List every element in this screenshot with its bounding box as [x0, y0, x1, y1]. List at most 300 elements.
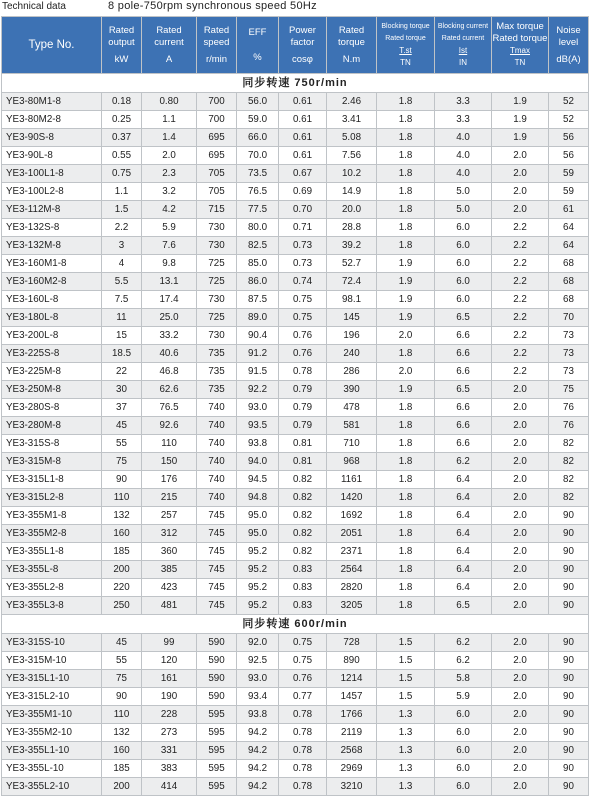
- table-cell: 76: [549, 417, 589, 435]
- table-cell: 1.9: [492, 93, 549, 111]
- table-cell: 160: [102, 525, 142, 543]
- table-cell: 10.2: [327, 165, 377, 183]
- table-cell: 1.8: [377, 165, 435, 183]
- table-cell: 595: [197, 760, 237, 778]
- table-cell: 6.2: [435, 453, 492, 471]
- table-cell: 7.5: [102, 291, 142, 309]
- table-cell: 1766: [327, 706, 377, 724]
- table-cell: 0.70: [279, 201, 327, 219]
- cell-type-no: YE3-355L2-10: [2, 778, 102, 796]
- table-cell: 240: [327, 345, 377, 363]
- table-cell: 700: [197, 111, 237, 129]
- table-cell: 1.5: [377, 652, 435, 670]
- table-cell: 5.5: [102, 273, 142, 291]
- table-cell: 66.0: [237, 129, 279, 147]
- table-cell: 0.61: [279, 111, 327, 129]
- table-cell: 1.8: [377, 237, 435, 255]
- table-cell: 190: [142, 688, 197, 706]
- table-cell: 6.6: [435, 363, 492, 381]
- table-cell: 257: [142, 507, 197, 525]
- table-cell: 5.0: [435, 183, 492, 201]
- table-cell: 2.0: [492, 417, 549, 435]
- table-cell: 90: [549, 670, 589, 688]
- table-cell: 0.80: [142, 93, 197, 111]
- table-cell: 1.8: [377, 399, 435, 417]
- col-noise: Noise level dB(A): [549, 17, 589, 74]
- cell-type-no: YE3-315L2-8: [2, 489, 102, 507]
- table-cell: 725: [197, 255, 237, 273]
- cell-type-no: YE3-355M2-8: [2, 525, 102, 543]
- table-cell: 150: [142, 453, 197, 471]
- table-row: [2, 147, 589, 165]
- col-type: Type No.: [2, 17, 102, 74]
- table-cell: 52: [549, 93, 589, 111]
- table-cell: 52.7: [327, 255, 377, 273]
- table-cell: 705: [197, 183, 237, 201]
- table-cell: 4.0: [435, 147, 492, 165]
- table-cell: 2.2: [492, 237, 549, 255]
- table-cell: 94.8: [237, 489, 279, 507]
- table-cell: 6.5: [435, 309, 492, 327]
- table-cell: 735: [197, 381, 237, 399]
- table-cell: 2.0: [492, 435, 549, 453]
- cell-type-no: YE3-132M-8: [2, 237, 102, 255]
- table-cell: 2.2: [492, 327, 549, 345]
- table-cell: 3: [102, 237, 142, 255]
- table-cell: 3.2: [142, 183, 197, 201]
- table-cell: 2.0: [492, 147, 549, 165]
- table-cell: 745: [197, 543, 237, 561]
- table-cell: 2.0: [492, 561, 549, 579]
- table-cell: 745: [197, 507, 237, 525]
- cell-type-no: YE3-355L-8: [2, 561, 102, 579]
- cell-type-no: YE3-355M2-10: [2, 724, 102, 742]
- table-cell: 0.73: [279, 255, 327, 273]
- table-cell: 0.78: [279, 778, 327, 796]
- col-eff: EFF %: [237, 17, 279, 74]
- table-cell: 710: [327, 435, 377, 453]
- table-cell: 215: [142, 489, 197, 507]
- table-cell: 18.5: [102, 345, 142, 363]
- table-cell: 93.4: [237, 688, 279, 706]
- table-cell: 4.0: [435, 165, 492, 183]
- table-cell: 414: [142, 778, 197, 796]
- table-cell: 90.4: [237, 327, 279, 345]
- table-cell: 94.5: [237, 471, 279, 489]
- table-cell: 61: [549, 201, 589, 219]
- table-cell: 5.0: [435, 201, 492, 219]
- table-cell: 1.5: [377, 634, 435, 652]
- table-cell: 4.0: [435, 129, 492, 147]
- table-cell: 1.8: [377, 597, 435, 615]
- table-row: [2, 183, 589, 201]
- table-cell: 735: [197, 345, 237, 363]
- cell-type-no: YE3-100L2-8: [2, 183, 102, 201]
- table-cell: 730: [197, 291, 237, 309]
- table-cell: 161: [142, 670, 197, 688]
- table-cell: 1.8: [377, 579, 435, 597]
- table-cell: 1.8: [377, 93, 435, 111]
- table-cell: 132: [102, 724, 142, 742]
- table-cell: 90: [549, 525, 589, 543]
- table-cell: 0.77: [279, 688, 327, 706]
- table-cell: 73: [549, 363, 589, 381]
- cell-type-no: YE3-355L3-8: [2, 597, 102, 615]
- table-cell: 2.2: [492, 363, 549, 381]
- table-cell: 55: [102, 652, 142, 670]
- table-body: [2, 74, 589, 796]
- table-cell: 59: [549, 165, 589, 183]
- table-cell: 20.0: [327, 201, 377, 219]
- table-cell: 0.78: [279, 724, 327, 742]
- table-cell: 196: [327, 327, 377, 345]
- table-cell: 0.79: [279, 417, 327, 435]
- table-cell: 2.46: [327, 93, 377, 111]
- cell-type-no: YE3-315L2-10: [2, 688, 102, 706]
- table-cell: 2.0: [377, 363, 435, 381]
- table-cell: 46.8: [142, 363, 197, 381]
- table-cell: 110: [102, 489, 142, 507]
- table-cell: 385: [142, 561, 197, 579]
- cell-type-no: YE3-280S-8: [2, 399, 102, 417]
- table-cell: 0.83: [279, 579, 327, 597]
- table-row: [2, 597, 589, 615]
- table-cell: 0.83: [279, 597, 327, 615]
- table-cell: 0.61: [279, 129, 327, 147]
- table-cell: 93.8: [237, 435, 279, 453]
- table-cell: 6.0: [435, 273, 492, 291]
- table-cell: 2.2: [492, 309, 549, 327]
- table-cell: 94.2: [237, 742, 279, 760]
- table-cell: 1420: [327, 489, 377, 507]
- table-cell: 0.78: [279, 706, 327, 724]
- table-cell: 95.2: [237, 579, 279, 597]
- table-cell: 64: [549, 237, 589, 255]
- table-cell: 1.8: [377, 147, 435, 165]
- cell-type-no: YE3-315S-8: [2, 435, 102, 453]
- table-cell: 72.4: [327, 273, 377, 291]
- table-cell: 1.8: [377, 111, 435, 129]
- table-cell: 3.3: [435, 111, 492, 129]
- table-cell: 7.56: [327, 147, 377, 165]
- table-cell: 6.4: [435, 525, 492, 543]
- table-cell: 76.5: [237, 183, 279, 201]
- table-cell: 6.6: [435, 399, 492, 417]
- table-cell: 1.1: [142, 111, 197, 129]
- table-cell: 76: [549, 399, 589, 417]
- table-cell: 725: [197, 273, 237, 291]
- cell-type-no: YE3-112M-8: [2, 201, 102, 219]
- table-cell: 2.0: [492, 760, 549, 778]
- table-cell: 0.78: [279, 742, 327, 760]
- table-row: [2, 201, 589, 219]
- table-cell: 745: [197, 579, 237, 597]
- table-cell: 90: [549, 778, 589, 796]
- section-header-row: [2, 74, 589, 93]
- table-cell: 0.79: [279, 381, 327, 399]
- table-cell: 185: [102, 543, 142, 561]
- table-row: [2, 219, 589, 237]
- cell-type-no: YE3-80M2-8: [2, 111, 102, 129]
- table-cell: 590: [197, 688, 237, 706]
- table-cell: 73: [549, 327, 589, 345]
- table-cell: 5.9: [435, 688, 492, 706]
- table-cell: 360: [142, 543, 197, 561]
- col-max-torque: Max torque Rated torque Tmax TN: [492, 17, 549, 74]
- table-cell: 1.9: [492, 111, 549, 129]
- table-cell: 715: [197, 201, 237, 219]
- table-cell: 90: [549, 561, 589, 579]
- table-cell: 6.4: [435, 543, 492, 561]
- table-cell: 92.5: [237, 652, 279, 670]
- table-cell: 6.0: [435, 760, 492, 778]
- table-cell: 1.9: [492, 129, 549, 147]
- table-row: [2, 327, 589, 345]
- table-cell: 0.76: [279, 345, 327, 363]
- table-row: [2, 111, 589, 129]
- table-cell: 383: [142, 760, 197, 778]
- table-cell: 286: [327, 363, 377, 381]
- col-blocking-current: Blocking current Rated current Ist IN: [435, 17, 492, 74]
- table-cell: 4: [102, 255, 142, 273]
- table-cell: 93.8: [237, 706, 279, 724]
- table-cell: 1457: [327, 688, 377, 706]
- cell-type-no: YE3-355L-10: [2, 760, 102, 778]
- table-header: [2, 17, 589, 74]
- table-cell: 6.6: [435, 327, 492, 345]
- table-cell: 745: [197, 597, 237, 615]
- section-title: 同步转速 600r/min: [242, 617, 348, 630]
- table-cell: 2.2: [102, 219, 142, 237]
- cell-type-no: YE3-355L2-8: [2, 579, 102, 597]
- table-cell: 55: [102, 435, 142, 453]
- cell-type-no: YE3-160L-8: [2, 291, 102, 309]
- table-cell: 6.0: [435, 291, 492, 309]
- table-cell: 75: [102, 453, 142, 471]
- table-cell: 2371: [327, 543, 377, 561]
- table-cell: 273: [142, 724, 197, 742]
- cell-type-no: YE3-225S-8: [2, 345, 102, 363]
- table-cell: 725: [197, 309, 237, 327]
- table-cell: 1.1: [102, 183, 142, 201]
- table-cell: 1.3: [377, 724, 435, 742]
- table-cell: 6.4: [435, 489, 492, 507]
- table-cell: 0.69: [279, 183, 327, 201]
- table-cell: 59.0: [237, 111, 279, 129]
- table-cell: 37: [102, 399, 142, 417]
- table-cell: 5.8: [435, 670, 492, 688]
- cell-type-no: YE3-200L-8: [2, 327, 102, 345]
- table-cell: 0.82: [279, 507, 327, 525]
- table-cell: 590: [197, 634, 237, 652]
- table-cell: 6.5: [435, 381, 492, 399]
- table-cell: 6.6: [435, 417, 492, 435]
- table-cell: 730: [197, 219, 237, 237]
- cell-type-no: YE3-315M-10: [2, 652, 102, 670]
- table-row: [2, 634, 589, 652]
- table-cell: 595: [197, 778, 237, 796]
- table-cell: 82: [549, 453, 589, 471]
- table-cell: 98.1: [327, 291, 377, 309]
- table-row: [2, 417, 589, 435]
- table-cell: 86.0: [237, 273, 279, 291]
- table-row: [2, 561, 589, 579]
- col-blocking-torque: Blocking torque Rated torque T.st TN: [377, 17, 435, 74]
- table-row: [2, 399, 589, 417]
- table-cell: 1.8: [377, 453, 435, 471]
- table-cell: 0.74: [279, 273, 327, 291]
- table-cell: 0.73: [279, 237, 327, 255]
- table-cell: 700: [197, 93, 237, 111]
- table-cell: 2.0: [492, 453, 549, 471]
- table-cell: 2.2: [492, 273, 549, 291]
- table-row: [2, 579, 589, 597]
- table-row: [2, 291, 589, 309]
- col-power-factor: Power factor cosφ: [279, 17, 327, 74]
- table-cell: 590: [197, 670, 237, 688]
- table-cell: 0.78: [279, 363, 327, 381]
- table-cell: 2.0: [492, 165, 549, 183]
- table-cell: 1.8: [377, 417, 435, 435]
- table-cell: 6.0: [435, 742, 492, 760]
- cell-type-no: YE3-315L1-8: [2, 471, 102, 489]
- table-cell: 0.18: [102, 93, 142, 111]
- table-cell: 94.0: [237, 453, 279, 471]
- table-cell: 968: [327, 453, 377, 471]
- table-cell: 6.6: [435, 435, 492, 453]
- table-cell: 1.9: [377, 381, 435, 399]
- table-cell: 15: [102, 327, 142, 345]
- table-cell: 92.0: [237, 634, 279, 652]
- table-cell: 0.76: [279, 327, 327, 345]
- table-cell: 1.8: [377, 219, 435, 237]
- table-cell: 6.0: [435, 255, 492, 273]
- table-cell: 99: [142, 634, 197, 652]
- table-cell: 6.0: [435, 724, 492, 742]
- table-cell: 740: [197, 471, 237, 489]
- table-cell: 3.41: [327, 111, 377, 129]
- table-cell: 91.5: [237, 363, 279, 381]
- table-cell: 0.82: [279, 525, 327, 543]
- table-cell: 94.2: [237, 778, 279, 796]
- table-cell: 6.2: [435, 634, 492, 652]
- table-cell: 160: [102, 742, 142, 760]
- table-cell: 90: [549, 634, 589, 652]
- table-cell: 0.82: [279, 543, 327, 561]
- table-cell: 90: [549, 543, 589, 561]
- table-cell: 2820: [327, 579, 377, 597]
- table-cell: 1.9: [377, 291, 435, 309]
- table-row: [2, 489, 589, 507]
- table-cell: 33.2: [142, 327, 197, 345]
- table-cell: 2.0: [492, 670, 549, 688]
- table-cell: 745: [197, 525, 237, 543]
- table-cell: 3210: [327, 778, 377, 796]
- table-cell: 2.0: [492, 201, 549, 219]
- table-cell: 56: [549, 129, 589, 147]
- spec-subtitle: 8 pole-750rpm synchronous speed 50Hz: [108, 0, 317, 12]
- table-cell: 250: [102, 597, 142, 615]
- table-cell: 1.9: [377, 309, 435, 327]
- table-cell: 0.75: [279, 291, 327, 309]
- table-cell: 2.0: [492, 652, 549, 670]
- table-cell: 2.0: [492, 183, 549, 201]
- cell-type-no: YE3-100L1-8: [2, 165, 102, 183]
- table-row: [2, 670, 589, 688]
- table-cell: 90: [549, 760, 589, 778]
- table-row: [2, 255, 589, 273]
- table-cell: 0.81: [279, 435, 327, 453]
- col-current: Rated current A: [142, 17, 197, 74]
- table-cell: 6.0: [435, 237, 492, 255]
- table-cell: 1.8: [377, 183, 435, 201]
- table-cell: 481: [142, 597, 197, 615]
- table-cell: 0.67: [279, 165, 327, 183]
- cell-type-no: YE3-80M1-8: [2, 93, 102, 111]
- table-cell: 2.0: [492, 742, 549, 760]
- table-cell: 2.0: [492, 706, 549, 724]
- table-cell: 45: [102, 417, 142, 435]
- table-cell: 740: [197, 435, 237, 453]
- table-cell: 595: [197, 706, 237, 724]
- table-cell: 2.3: [142, 165, 197, 183]
- table-cell: 95.0: [237, 507, 279, 525]
- table-cell: 740: [197, 399, 237, 417]
- table-cell: 25.0: [142, 309, 197, 327]
- table-cell: 745: [197, 561, 237, 579]
- cell-type-no: YE3-315M-8: [2, 453, 102, 471]
- table-cell: 2.0: [492, 543, 549, 561]
- table-cell: 90: [102, 688, 142, 706]
- table-row: [2, 688, 589, 706]
- table-cell: 185: [102, 760, 142, 778]
- table-cell: 581: [327, 417, 377, 435]
- col-speed: Rated speed r/min: [197, 17, 237, 74]
- table-cell: 730: [197, 237, 237, 255]
- cell-type-no: YE3-90S-8: [2, 129, 102, 147]
- cell-type-no: YE3-250M-8: [2, 381, 102, 399]
- table-cell: 1.9: [377, 255, 435, 273]
- cell-type-no: YE3-160M2-8: [2, 273, 102, 291]
- table-cell: 68: [549, 255, 589, 273]
- table-cell: 2.0: [492, 507, 549, 525]
- table-row: [2, 778, 589, 796]
- table-cell: 890: [327, 652, 377, 670]
- table-cell: 73: [549, 345, 589, 363]
- cell-type-no: YE3-355L1-8: [2, 543, 102, 561]
- table-cell: 200: [102, 561, 142, 579]
- table-cell: 68: [549, 291, 589, 309]
- table-cell: 1.8: [377, 525, 435, 543]
- table-cell: 75: [549, 381, 589, 399]
- table-cell: 2.2: [492, 255, 549, 273]
- table-cell: 705: [197, 165, 237, 183]
- cell-type-no: YE3-355L1-10: [2, 742, 102, 760]
- table-cell: 6.4: [435, 579, 492, 597]
- table-cell: 6.5: [435, 597, 492, 615]
- table-cell: 0.79: [279, 399, 327, 417]
- table-cell: 2.2: [492, 219, 549, 237]
- table-cell: 595: [197, 724, 237, 742]
- table-cell: 95.2: [237, 543, 279, 561]
- table-cell: 6.0: [435, 778, 492, 796]
- table-cell: 0.37: [102, 129, 142, 147]
- table-cell: 110: [142, 435, 197, 453]
- table-cell: 39.2: [327, 237, 377, 255]
- table-cell: 93.5: [237, 417, 279, 435]
- table-cell: 2.0: [492, 778, 549, 796]
- cell-type-no: YE3-132S-8: [2, 219, 102, 237]
